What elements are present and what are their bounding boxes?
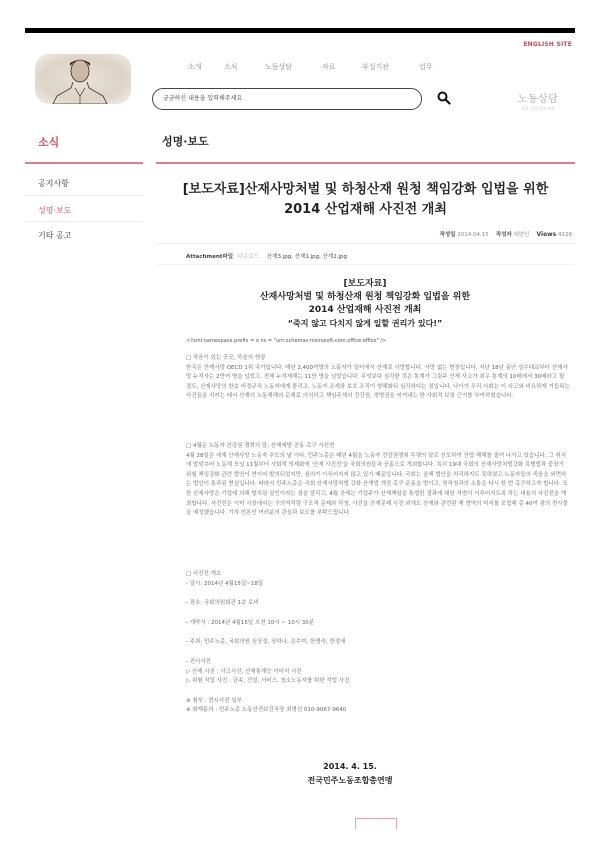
date-label: 작성일 <box>439 232 456 238</box>
post-title <box>156 180 575 220</box>
search-input[interactable]: 궁금하신 내용을 입력해주세요 <box>152 88 422 110</box>
main-nav <box>188 62 433 72</box>
note-item: ※ 취재문의 : 민주노총 노동안전보건국장 최명선 010-9067-9640 <box>186 707 347 714</box>
section-3-title: □ 사진전 개요 <box>186 571 222 577</box>
doc-heading-3: 2014 산업재해 사진전 개최 <box>308 305 422 315</box>
section-1-title: □ 죽음이 있는 곳곳, 죽음의 현장 <box>186 355 266 361</box>
section-3 <box>186 570 570 716</box>
nav-item-news[interactable]: 소식 <box>224 63 238 71</box>
nav-item-institutes[interactable]: 부설기관 <box>362 63 390 71</box>
overview-item: - 일시: 2014년 4월15일~18일 <box>186 580 264 587</box>
main-divider <box>156 162 575 164</box>
divider <box>156 264 575 265</box>
doc-heading-4: “죽지 않고 다치지 않게 일할 권리가 있다!” <box>287 319 443 328</box>
post-date: 2014.04.15 <box>457 232 489 238</box>
divider <box>156 243 575 244</box>
sidebar-item-statements[interactable]: 성명·보도 <box>38 206 72 215</box>
search-icon[interactable] <box>437 91 451 105</box>
nav-item-work[interactable]: 업무 <box>419 63 433 71</box>
section-2 <box>186 442 570 519</box>
counsel-subtitle: 무료 상담 받으세요 <box>521 106 555 111</box>
counsel-link[interactable] <box>513 90 563 112</box>
doc-heading-2: 산재사망처벌 및 하청산재 원청 책임강화 입법을 위한 <box>259 292 471 302</box>
sidebar-divider <box>25 162 143 164</box>
nav-item-intro[interactable]: 소개 <box>188 63 202 71</box>
author-label: 작성자 <box>495 232 512 238</box>
xml-namespace-text: <?xml:namespace prefix = o ns = "urn:schemas-microsoft-com:office:office" /> <box>186 338 387 344</box>
logo[interactable] <box>35 54 131 104</box>
english-site-link[interactable]: ENGLISH SITE <box>523 41 572 48</box>
attachment-label: Attachment파일 <box>186 254 234 260</box>
counsel-title: 노동상담 <box>517 94 559 105</box>
attachment-files[interactable]: 산재3.jpg, 산재1.jpg, 산재2.jpg <box>266 254 347 260</box>
post-meta <box>440 230 572 238</box>
attachment-row <box>186 252 347 260</box>
overview-item: ▷ 위험 작업 사진 : 금속, 건설, 서비스, 청소노동자를 위한 작업 사진 <box>186 678 350 685</box>
overview-item: - 장소: 국회의원회관 1층 로비 <box>186 600 259 607</box>
signature <box>250 760 450 788</box>
divider <box>25 195 143 196</box>
section-2-body: 4월 28일은 세계 산재사망 노동자 추모의 날 이다. 민주노총은 매년 4월을 노동자 건강권쟁취 투쟁의 달로 선포하여 산업 재해를 줄여 나가고 있습니다. 그 취지에 발맞추어 노동계 모임 11월부터 사회적 의제화에 '산재 사진전'을 국회의원들과 공동으로 개최합니다. 특히 19대 국회의 산재사망처벌강화 특별법과 중장기 위험 책임강화 관련 법안이 연이어 발의되었지만, 심의가 이루어지지 않고 있기 때문입니다. 국회는 올해 법안을 처리하지도 못하였고 노동자들의 죽음을 외면하는 법안이 통과된 현실입니다. 따라서 민주노총은 국회 산재사망처벌 강화 산재법 개정 촉구 운동을 벌이고, 원하청과의 소통을 다시 한 번 촉구하고자 합니다. 또한 산재사망은 기업에 의해 방치된 살인이라는 점을 알리고, 4월 곳에는 기업주가 산재책임을 통렬한 결과에 대한 처벌이 이루어지도록 하는 내용의 사진전을 개최합니다. 사진전은 이미 시장에서는 구의역처럼 구조적 문제와 하청, 사진을 산재문제 사진 외에도 산재와 관련된 제 영역의 미지를 모집해 총 40여 점의 전시물을 예정했습니다. 기자·언론인 여러분의 관심과 보도를 부탁드립니다. <box>186 452 568 517</box>
overview-item: - 주최: 민주노총, 국회의원 심상정, 장하나, 은수미, 한명숙, 한정애 <box>186 639 346 646</box>
views-count: 4228 <box>558 232 572 238</box>
divider <box>25 221 143 222</box>
views-label: Views <box>536 231 557 238</box>
overview-item: - 전시사진 <box>186 658 211 665</box>
overview-item: ▷ 산재 사진 : 사고사진, 산재통계등 이미지 사진 <box>186 668 302 675</box>
sidebar-item-other[interactable]: 기타 공고 <box>38 231 72 240</box>
download-label: 다운로드 <box>237 254 260 260</box>
post-author: 대변인 <box>513 232 530 238</box>
sidebar-title: 소식 <box>38 136 60 149</box>
section-1-body: 한국은 산재사망 OECD 1위 국가입니다. 매년 2,400여명의 노동자가 일터에서 산재로 사망합니다. 사망 없는 현장입니다. 지난 18년 동안 성수대교부터 산재사망 누적사는 2만여 명을 넘었고, 전체 누적재해는 11만 명을 넘었습니다. 무엇보다 심각한 것은 통계가 그림주 산재 사고가 최우 통계의 10배에서 30배라고 될 정도, 산재사망의 한층 비정규직 노동자에게 몰리고, 노동자 조세와 보호 조직이 형해화되 심각하다는 점입니다. 나아가 우리 사회는 이 사고와 비유하게 거듭되는 사건들을 지키는 데서 산재의 노동재해의 문제로 의식하고 책임주체의 건강권, 생명권을 지켜내는 한 사회적 보장 근거를 부여하였습니다. <box>186 364 570 400</box>
signature-org: 전국민주노동조합총연맹 <box>307 776 393 785</box>
nav-item-counsel[interactable]: 노동상담 <box>265 63 293 71</box>
portrait-illustration <box>35 54 131 104</box>
page-title: 성명·보도 <box>162 135 209 148</box>
section-1 <box>186 354 570 402</box>
note-item: ※ 첨부 : 전시사진 일부 <box>186 697 242 704</box>
signature-date: 2014. 4. 15. <box>323 762 377 771</box>
sidebar-item-notice[interactable]: 공지사항 <box>38 179 69 188</box>
post-title-line2: 2014 산업재해 사진전 개최 <box>284 202 447 217</box>
nav-item-resources[interactable]: 자료 <box>322 63 336 71</box>
post-title-line1: [보도자료]산재사망처벌 및 하청산재 원청 책임강화 입법을 위한 <box>182 182 549 197</box>
top-bar <box>25 28 575 33</box>
overview-item: - 개막식 : 2014년 4월15일 오전 10시 ~ 10시 30분 <box>186 619 315 626</box>
list-button[interactable] <box>355 818 397 829</box>
section-2-title: □ 4월은 노동자 건강권 쟁취의 달, 산재예방 공동 촉구 사진전 <box>186 443 335 449</box>
document-heading <box>175 278 555 330</box>
doc-heading-1: [보도자료] <box>343 279 387 289</box>
